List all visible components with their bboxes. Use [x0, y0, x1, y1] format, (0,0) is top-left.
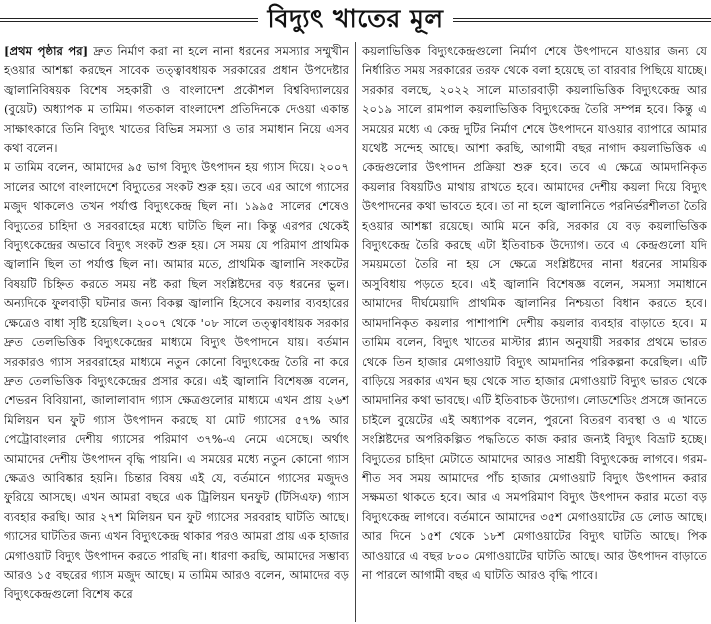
paragraph-text: ম তামিম বলেন, আমাদের ৯৫ ভাগ বিদ্যুৎ উৎপাদন হয় গ্যাস দিয়ে। ২০০৭ সালের আগে বাংলাদেশে বিদ্যুতের সংকট শুরু হয়। তবে এর আগে গ্যাসের মজুদ থাকলেও তখন পর্যাপ্ত বিদ্যুৎকেন্দ্র ছিল না। ১৯৯৫ সালের শেষেও বিদ্যুতের চাহিদা ও সরবরাহের মধ্যে ঘাটতি ছিল না। কিন্তু এরপর থেকেই বিদ্যুৎকেন্দ্রের অভাবে বিদ্যুৎ সংকট শুরু হয়। সে সময় যে পরিমাণ প্রাথমিক জ্বালানি ছিল তা পর্যাপ্ত ছিল না। আমার মতে, প্রাথমিক জ্বালানি সংকটের বিষয়টি চিহ্নিত করতে সময় নষ্ট করা ছিল সংশ্লিষ্টদের বড় ধরনের ভুল। অন্যদিকে ফুলবাড়ী ঘটনার জন্য বিকল্প জ্বালানি হিসেবে কয়লার ব্যবহারের ক্ষেত্রেও বাধা সৃষ্টি হয়েছিল। ২০০৭ থেকে '০৮ সালে তত্ত্বাবধায়ক সরকার দ্রুত তেলভিত্তিক বিদ্যুৎকেন্দ্রের মাধ্যমে বিদ্যুৎ উৎপাদনে যায়। বর্তমান সরকারও গ্যাস সরবরাহের মাধ্যমে নতুন কোনো বিদ্যুৎকেন্দ্র তৈরি না করে দ্রুত তেলভিত্তিক বিদ্যুৎকেন্দ্রের প্রসার করে। এই জ্বালানি বিশেষজ্ঞ বলেন, শেভরন বিবিয়ানা, জালালাবাদ গ্যাস ক্ষেত্রগুলোর মাধ্যমে এখন প্রায় ২৬শ মিলিয়ন ঘন ফুট গ্যাস উৎপাদন করছে যা মোট গ্যাসের ৫৭% আর পেট্রোবাংলার দেশীয় গ্যাসের পরিমাণ ৩৭%-এ নেমে এসেছে। অর্থাৎ আমাদের দেশীয় উৎপাদন বৃদ্ধি পায়নি। এ সময়ের মধ্যে নতুন কোনো গ্যাস ক্ষেত্রও আবিষ্কার হয়নি। চিন্তার বিষয় এই যে, বর্তমানে গ্যাসের মজুদও ফুরিয়ে আসছে। এখন আমরা বছরে এক ট্রিলিয়ন ঘনফুট (টিসিএফ) গ্যাস ব্যবহার করছি। আর ২৭শ মিলিয়ন ঘন ফুট গ্যাসের সরবরাহ ঘাটতি আছে। গ্যাসের ঘাটতির জন্য এখন বিদ্যুৎকেন্দ্র থাকার পরও আমরা প্রায় এক হাজার মেগাওয়াট বিদ্যুৎ উৎপাদন করতে পারছি না। ধারণা করছি, আমাদের সম্ভাব্য আরও ১৫ বছরের গ্যাস মজুদ আছে। ম তামিম আরও বলেন, আমাদের বড় বিদ্যুৎকেন্দ্রগুলো বিশেষ করে [4, 160, 349, 602]
headline-bar [0, 0, 711, 40]
headline-rule-left [0, 18, 258, 22]
headline: বিদ্যুৎ খাতের মূল [267, 3, 444, 33]
column-divider [355, 42, 356, 622]
column-gutter [349, 42, 362, 622]
column-left [4, 42, 349, 622]
paragraph [362, 42, 707, 585]
column-right [362, 42, 707, 622]
article-columns [4, 42, 707, 622]
paragraph [4, 42, 349, 158]
paragraph-text: দ্রুত নির্মাণ করা না হলে নানা ধরনের সমস্যার সম্মুখীন হওয়ার আশঙ্কা করছেন সাবেক তত্ত্বাবধায়ক সরকারের প্রধান উপদেষ্টার জ্বালানিবিষয়ক বিশেষ সহকারী ও বাংলাদেশ প্রকৌশল বিশ্ববিদ্যালয়ের (বুয়েট) অধ্যাপক ম তামিম। গতকাল বাংলাদেশ প্রতিদিনকে দেওয়া একান্ত সাক্ষাৎকারে তিনি বিদ্যুৎ খাতের বিভিন্ন সমস্যা ও তার সমাধান নিয়ে এসব কথা বলেন। [4, 44, 349, 156]
headline-rule-right [453, 18, 711, 22]
paragraph [4, 158, 349, 604]
continued-from-label: [প্রথম পৃষ্ঠার পর] [4, 44, 89, 58]
paragraph-text: কয়লাভিত্তিক বিদ্যুৎকেন্দ্রগুলো নির্মাণ শেষে উৎপাদনে যাওয়ার জন্য যে নির্ধারিত সময় সরকারের তরফ থেকে বলা হয়েছে তা বারবার পিছিয়ে যাচ্ছে। সরকার বলছে, ২০২২ সালে মাতারবাড়ী কয়লাভিত্তিক বিদ্যুৎকেন্দ্র আর ২০১৯ সালে রামপাল কয়লাভিত্তিক বিদ্যুৎকেন্দ্র তৈরি সম্পন্ন হবে। কিন্তু এ সময়ের মধ্যে এ কেন্দ্র দুটির নির্মাণ শেষে উৎপাদনে যাওয়ার ব্যাপারে আমার যথেষ্ট সন্দেহ আছে। আশা করছি, আগামী বছর নাগাদ কয়লাভিত্তিক এ কেন্দ্রগুলোর উৎপাদন প্রক্রিয়া শুরু হবে। তবে এ ক্ষেত্রে আমদানিকৃত কয়লার বিষয়টিও মাথায় রাখতে হবে। আমাদের দেশীয় কয়লা দিয়ে বিদ্যুৎ উৎপাদনের কথা ভাবতে হবে। তা না হলে জ্বালানিতে পরনির্ভরশীলতা তৈরি হওয়ার আশঙ্কা রয়েছে। আমি মনে করি, সরকার যে বড় কয়লাভিত্তিক বিদ্যুৎকেন্দ্র তৈরি করছে এটা ইতিবাচক উদ্যোগ। তবে এ কেন্দ্রগুলো যদি সময়মতো তৈরি না হয় সে ক্ষেত্রে সংশ্লিষ্টদের নানা ধরনের সাময়িক অসুবিধায় পড়তে হবে। এই জ্বালানি বিশেষজ্ঞ বলেন, সমস্যা সমাধানে আমাদের দীর্ঘমেয়াদি প্রাথমিক জ্বালানির নিশ্চয়তা বিধান করতে হবে। আমদানিকৃত কয়লার পাশাপাশি দেশীয় কয়লার ব্যবহার বাড়াতে হবে। ম তামিম বলেন, বিদ্যুৎ খাতের মাস্টার প্ল্যান অনুযায়ী সরকার প্রথমে ভারত থেকে তিন হাজার মেগাওয়াট বিদ্যুৎ আমদানির পরিকল্পনা করেছিল। এটি বাড়িয়ে সরকার এখন ছয় থেকে সাত হাজার মেগাওয়াট বিদ্যুৎ ভারত থেকে আমদানির কথা ভাবছে। এটি ইতিবাচক উদ্যোগ। লোডশেডিং প্রসঙ্গে জানতে চাইলে বুয়েটের এই অধ্যাপক বলেন, পুরনো বিতরণ ব্যবস্থা ও এ খাতে সংশ্লিষ্টদের অপরিকল্পিত পদ্ধতিতে কাজ করার জন্যই বিদ্যুৎ বিভ্রাট হচ্ছে। বিদ্যুতের চাহিদা মেটাতে আমাদের আরও সাশ্রয়ী বিদ্যুৎকেন্দ্র লাগবে। গরম-শীত সব সময় আমাদের পাঁচ হাজার মেগাওয়াট বিদ্যুৎ উৎপাদন করার সক্ষমতা থাকতে হবে। আর এ সমপরিমাণ বিদ্যুৎ উৎপাদন করার মতো বড় বিদ্যুৎকেন্দ্র লাগবে। বর্তমানে আমাদের ৩৫শ মেগাওয়াটের ডে লোড আছে। আর দিনে ১৫শ থেকে ১৮শ মেগাওয়াটের বিদ্যুৎ ঘাটতি আছে। পিক আওয়ারে এ বছর ৮০০ মেগাওয়াটের ঘাটতি আছে। আর উৎপাদন বাড়াতে না পারলে আগামী বছর এ ঘাটতি আরও বৃদ্ধি পাবে। [362, 44, 707, 582]
